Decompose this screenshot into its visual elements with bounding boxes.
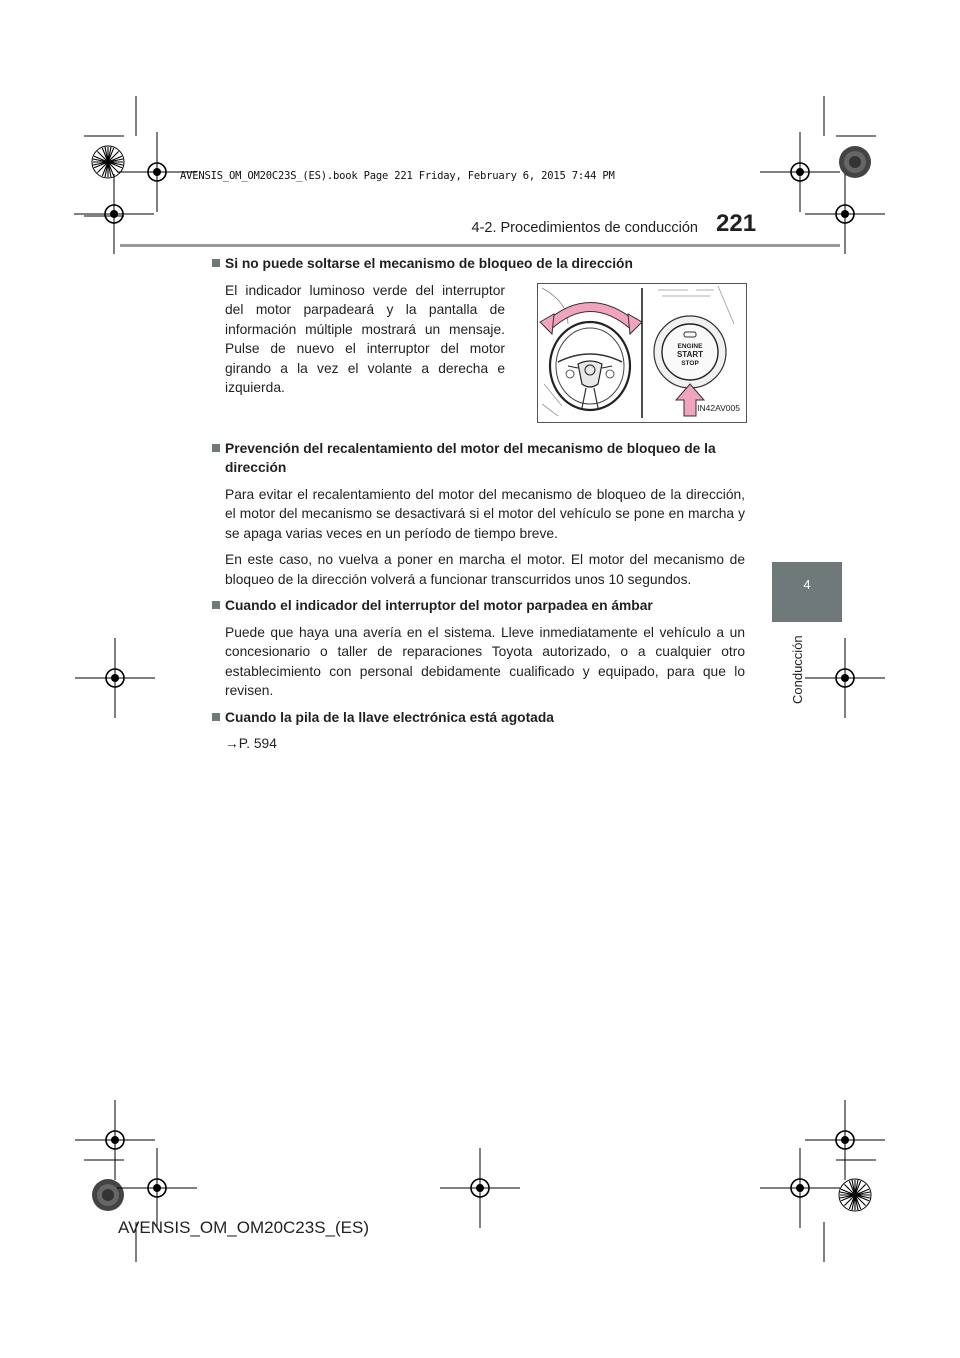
- header-rule: [120, 244, 840, 247]
- button-label-stop: STOP: [681, 359, 699, 367]
- bullet-square-icon: [212, 444, 220, 452]
- chapter-label-text: Conducción: [790, 635, 805, 704]
- section-heading: Si no puede soltarse el mecanismo de bloqueo de la dirección: [211, 254, 745, 274]
- chapter-number: 4: [803, 577, 811, 592]
- section-heading: Cuando la pila de la llave electrónica está agotada: [211, 708, 745, 728]
- book-info: AVENSIS_OM_OM20C23S_(ES).book Page 221 Friday, February 6, 2015 7:44 PM: [180, 170, 615, 182]
- bullet-square-icon: [212, 601, 220, 609]
- bullet-square-icon: [212, 713, 220, 721]
- page-number: 221: [716, 210, 757, 237]
- paragraph: Para evitar el recalentamiento del motor del mecanismo de bloqueo de la dirección, el motor del mecanismo se desactivará si el motor del vehículo se pone en marcha y se apaga varias veces en un período de tiempo breve.: [225, 486, 745, 541]
- page-content: [211, 254, 745, 754]
- section-body-with-figure: [211, 281, 745, 423]
- button-label-start: START: [676, 349, 704, 359]
- chapter-label: [790, 612, 806, 704]
- paragraph: Puede que haya una avería en el sistema. Lleve inmediatamente el vehículo a un concesionario o taller de reparaciones Toyota autorizado, o a cualquier otro establecimiento con personal debidamente cualificado y equipado, para que lo revisen.: [225, 624, 745, 698]
- button-label-engine: ENGINE: [677, 342, 703, 350]
- paragraph: En este caso, no vuelva a poner en marcha el motor. El motor del mecanismo de bloqueo de la dirección volverá a funcionar transcurridos unos 10 segundos.: [225, 552, 745, 587]
- page-reference-link[interactable]: →P. 594: [225, 736, 277, 751]
- section-heading: Prevención del recalentamiento del motor del mecanismo de bloqueo de la dirección: [211, 439, 745, 478]
- section-title: 4-2. Procedimientos de conducción: [471, 220, 698, 236]
- footer-doc-code: AVENSIS_OM_OM20C23S_(ES): [118, 1218, 369, 1237]
- chapter-tab: [772, 562, 842, 622]
- paragraph: El indicador luminoso verde del interruptor del motor parpadeará y la pantalla de información múltiple mostrará un mensaje. Pulse de nuevo el interruptor del motor girando a la vez el volante a derecha e izquierda.: [225, 282, 505, 395]
- bullet-square-icon: [212, 259, 220, 267]
- figure-code: IN42AV005: [697, 403, 740, 413]
- section-heading: Cuando el indicador del interruptor del motor parpadea en ámbar: [211, 596, 745, 616]
- steering-lock-figure: [537, 283, 747, 423]
